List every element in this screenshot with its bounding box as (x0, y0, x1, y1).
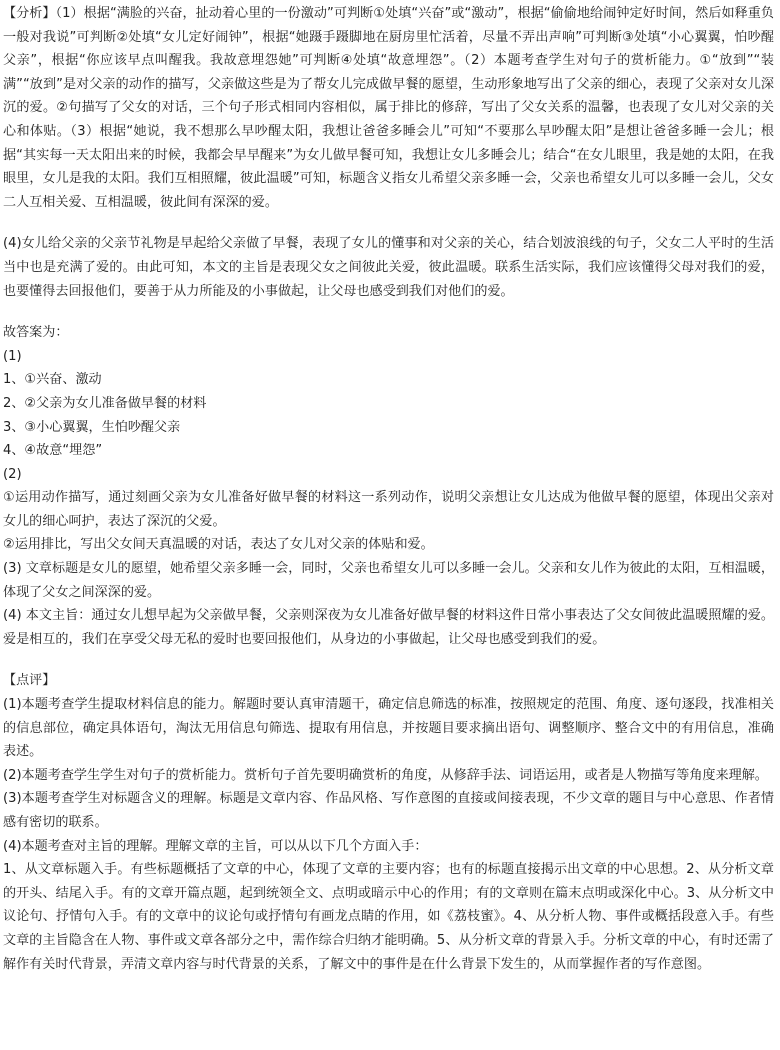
spacer (3, 651, 774, 669)
answer-item-2: 2、②父亲为女儿准备做早餐的材料 (3, 395, 207, 411)
answer-item-3: 3、③小心翼翼，生怕吵醒父亲 (3, 419, 181, 435)
spacer (3, 214, 774, 232)
comment-paragraph-1: (1)本题考查学生提取材料信息的能力。解题时要认真审清题干，确定信息筛选的标准，按照规定的范围、角度、逐句逐段，找准相关的信息部位，确定具体语句，淘汰无用信息句筛选、提取有用信息，并按题目要求摘出语句、调整顺序、整合文中的有用信息，准确表述。 (3, 697, 774, 760)
comment-paragraph-5: 1、从文章标题入手。有些标题概括了文章的中心，体现了文章的主要内容；也有的标题直接揭示出文章的中心思想。2、从分析文章的开头、结尾入手。有的文章开篇点题，起到统领全文、点明或暗示中心的作用；有的文章则在篇末点明或深化中心。3、从分析文中议论句、抒情句入手。有的文章中的议论句或抒情句有画龙点睛的作用，如《荔枝蜜》。4、从分析人物、事件或概括段意入手。有些文章的主旨隐含在人物、事件或文章各部分之中，需作综合归纳才能明确。5、从分析文章的背景入手。分析文章的中心，有时还需了解作有关时代背景，弄清文章内容与时代背景的关系，了解文中的事件是在什么背景下发生的，从而掌握作者的写作意图。 (3, 862, 774, 972)
answer-item-1: 1、①兴奋、激动 (3, 372, 102, 388)
analysis-paragraph-2: (4)女儿给父亲的父亲节礼物是早起给父亲做了早餐，表现了女儿的懂事和对父亲的关心，结合划波浪线的句子，父女二人平时的生活当中也是充满了爱的。由此可知，本文的主旨是表现父女之间彼此关爱，彼此温暖。联系生活实际，我们应该懂得父母对我们的爱，也要懂得去回报他们，要善于从力所能及的小事做起，让父母也感受到我们对他们的爱。 (3, 236, 774, 299)
answer-part1-label: (1) (3, 348, 22, 364)
analysis-paragraph-1: 【分析】（1）根据“满脸的兴奋，扯动着心里的一份激动”可判断①处填“兴奋”或“激动”，根据“偷偷地给闹钟定好时间，然后如释重负一般对我说”可判断②处填“女儿定好闹钟”，根据“她蹑手蹑脚地在厨房里忙活着，尽量不弄出声响”可判断③处填“小心翼翼，怕吵醒父亲”，根据“你应该早点叫醒我。我故意埋怨她”可判断④处填“故意埋怨”。（2）本题考查学生对句子的赏析能力。①“放到”“装满”“放到”是对父亲的动作的描写，父亲做这些是为了帮女儿完成做早餐的愿望，生动形象地写出了父亲的细心，表现了父亲对女儿深沉的爱。②句描写了父女的对话，三个句子形式相同内容相似，属于排比的修辞，写出了父女关系的温馨，也表现了女儿对父亲的关心和体贴。（3）根据“她说，我不想那么早吵醒太阳，我想让爸爸多睡会儿”可知“不要那么早吵醒太阳”是想让爸爸多睡一会儿；根据“其实每一天太阳出来的时候，我都会早早醒来”为女儿做早餐可知，我想让女儿多睡会儿；结合“在女儿眼里，我是她的太阳，在我眼里，女儿是我的太阳。我们互相照耀，彼此温暖”可知，标题含义指女儿希望父亲多睡一会，父亲也希望女儿可以多睡一会儿，父女二人互相关爱、互相温暖，彼此间有深深的爱。 (3, 6, 774, 210)
comment-paragraph-2: (2)本题考查学生学生对句子的赏析能力。赏析句子首先要明确赏析的角度，从修辞手法、词语运用，或者是人物描写等角度来理解。 (3, 767, 768, 783)
comment-paragraph-3: (3)本题考查学生对标题含义的理解。标题是文章内容、作品风格、写作意图的直接或间接表现，不少文章的题目与中心意思、作者情感有密切的联系。 (3, 791, 774, 830)
answer-paragraph-b: ②运用排比，写出父女间天真温暖的对话，表达了女儿对父亲的体贴和爱。 (3, 537, 434, 553)
answer-part2-label: (2) (3, 466, 22, 482)
answer-item-4: 4、④故意“埋怨” (3, 443, 103, 459)
answer-paragraph-d: (4) 本文主旨：通过女儿想早起为父亲做早餐，父亲则深夜为女儿准备好做早餐的材料这件日常小事表达了父女间彼此温暖照耀的爱。爱是相互的，我们在享受父母无私的爱时也要回报他们，从身边的小事做起，让父母也感受到我们的爱。 (3, 608, 774, 647)
answer-paragraph-c: (3) 文章标题是女儿的愿望，她希望父亲多睡一会，同时，父亲也希望女儿可以多睡一会儿。父亲和女儿作为彼此的太阳，互相温暖，体现了父女之间深深的爱。 (3, 561, 774, 600)
answer-intro: 故答案为： (3, 325, 69, 341)
answer-paragraph-a: ①运用动作描写，通过刻画父亲为女儿准备好做早餐的材料这一系列动作，说明父亲想让女儿达成为他做早餐的愿望，体现出父亲对女儿的细心呵护，表达了深沉的父爱。 (3, 490, 774, 529)
comment-title: 【点评】 (3, 673, 56, 689)
comment-paragraph-4: (4)本题考查对主旨的理解。理解文章的主旨，可以从以下几个方面入手： (3, 838, 428, 854)
spacer (3, 303, 774, 321)
